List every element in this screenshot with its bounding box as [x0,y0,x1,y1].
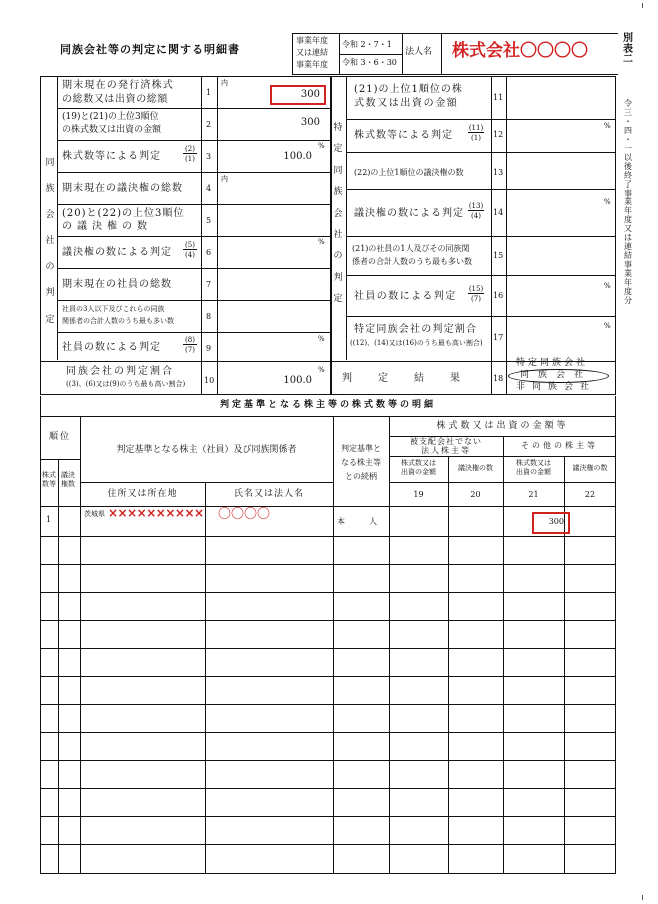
row2-label-b: の株式数又は出資の金額 [62,125,162,135]
row14-frac-top: (13) [468,202,484,210]
period-from[interactable]: 令和 2・7・1 [342,40,392,49]
row15-no: 15 [493,251,504,260]
col-rank: 順位 [49,432,72,442]
col-address: 住所又は所在地 [107,489,178,499]
col-20-no: 20 [470,490,481,499]
col-relation-a: 判定基準と [341,444,381,453]
row9-label: 社員の数による判定 [62,342,161,353]
side-note: 令 三 ・ 四 ・ 一 以 後 終 了 事 業 年 度 又 は 連 結 事 業 年 度 分 [624,99,632,305]
row2-value[interactable]: 300 [300,117,320,128]
row-c21-value[interactable]: 300 [548,517,564,526]
row17-label-a: 特定同族会社の判定割合 [354,324,478,335]
row9-no: 9 [206,344,212,353]
row17-no: 17 [493,333,504,342]
row1-prefix: 内 [221,79,228,87]
col-rank-votes-a: 議決 [61,471,75,479]
row3-label: 株式数等による判定 [62,151,161,162]
row3-frac-top: (2) [183,145,197,154]
col-group-a-1: 被支配会社でない [410,437,482,446]
row-address[interactable]: 茨城県 [84,510,105,518]
period-label-3: 事業年度 [296,60,328,69]
margin-tick-bottom [642,895,643,900]
row12-label: 株式数等による判定 [354,130,453,141]
row3-frac-bot: (1) [185,155,195,163]
row-rank-shares[interactable]: 1 [46,515,52,524]
row15-label-a: (21)の社員の1人及びその同族関 [352,244,470,253]
col-group-a-2: 法人株主等 [421,446,471,455]
row2-no: 2 [206,120,212,129]
corp-label: 法人名 [405,47,433,57]
col-21-no: 21 [528,490,539,499]
result-option-2[interactable]: 同族会社 [520,370,593,380]
detail-title: 判定基準となる株主等の株式数等の明細 [219,400,436,410]
row15-label-b: 係者の合計人数のうち最も多い数 [352,257,472,266]
col-name: 氏名又は法人名 [233,489,304,499]
row9-frac-bot: (7) [185,346,195,354]
col-holder: 判定基準となる株主（社員）及び同族関係者 [116,445,297,455]
row8-label-a: 社員の3人以下及びこれらの同族 [62,305,165,313]
col-rank-votes-b: 権数 [61,480,75,488]
row3-value[interactable]: 100.0 [283,151,312,162]
row11-no: 11 [493,93,504,102]
row12-no: 12 [493,130,504,139]
row7-label: 期末現在の社員の総数 [62,279,172,290]
col-relation-c: との続柄 [345,472,377,481]
period-to[interactable]: 令和 3・6・30 [342,58,397,67]
row16-frac-bot: (7) [471,295,481,303]
row10-label-a: 同族会社の判定割合 [66,366,174,377]
row10-value[interactable]: 100.0 [283,375,312,386]
period-label-1: 事業年度 [296,36,328,45]
row-name[interactable]: 〇〇〇〇 [218,507,271,522]
row6-no: 6 [206,248,212,257]
row13-label: (22)の上位1順位の議決権の数 [354,168,464,177]
col-20-sub: 議決権の数 [458,464,493,472]
row12-frac-bot: (1) [471,134,481,142]
row3-no: 3 [206,152,212,161]
col-22-no: 22 [584,490,596,499]
col-22-sub: 議決権の数 [572,464,608,472]
col-rank-shares-b: 数等 [42,480,56,488]
row16-frac-top: (15) [468,285,484,293]
row8-no: 8 [206,312,212,321]
row2-label-a: (19)と(21)の上位3順位 [62,112,159,122]
col-19-sub-a: 株式数又は [401,459,436,467]
row-address-mask: ×××××××××× [108,506,204,520]
row1-label-a: 期末現在の発行済株式 [62,80,174,91]
period-label-2: 又は連結 [296,48,328,57]
row12-unit: % [604,122,611,130]
col-group-b: その他の株主等 [521,441,598,450]
row3-unit: % [318,142,325,150]
row4-no: 4 [206,184,212,193]
result-option-1[interactable]: 特定同族会社 [516,358,589,368]
row-relation[interactable]: 本 人 [337,517,377,526]
row7-no: 7 [206,280,212,289]
row14-unit: % [604,198,611,206]
row9-unit: % [318,335,325,343]
result-option-3[interactable]: 非同族会社 [516,382,597,392]
row11-label-a: (21)の上位1順位の株 [354,84,463,95]
col-relation-b: なる株主等 [341,458,381,467]
row11-label-b: 式数又は出資の金額 [354,98,459,109]
col-21-sub-b: 出資の金額 [516,468,551,476]
row14-label: 議決権の数による判定 [354,208,464,219]
left-vertical-label: 同 族 会 社 の 判 定 [45,158,55,325]
row5-label-b: の議決権の数 [62,221,152,232]
side-label: 別 表 二 [623,33,633,65]
row1-value[interactable]: 300 [300,89,320,100]
result-no: 18 [493,374,504,383]
col-21-sub-a: 株式数又は [516,459,551,467]
row5-no: 5 [206,216,212,225]
row6-unit: % [318,238,325,246]
col-19-sub-b: 出資の金額 [401,468,436,476]
row16-unit: % [604,282,611,290]
row8-label-b: 関係者の合計人数のうち最も多い数 [62,317,174,325]
row17-unit: % [604,322,611,330]
col-group-top: 株式数又は出資の金額等 [436,421,569,431]
form-title: 同族会社等の判定に関する明細書 [60,43,240,56]
row14-no: 14 [493,208,504,217]
row1-no: 1 [206,88,212,97]
row10-unit: % [318,366,325,374]
row16-no: 16 [493,291,504,300]
corp-name[interactable]: 株式会社〇〇〇〇 [452,41,588,61]
row9-frac-top: (8) [183,336,197,345]
col-19-no: 19 [413,490,424,499]
row14-frac-bot: (4) [471,212,481,220]
row10-label-b: ((3)、(6)又は(9)のうち最も高い割合) [66,380,186,388]
row6-frac-top: (5) [183,241,197,250]
row13-no: 13 [493,168,504,177]
row6-label: 議決権の数による判定 [62,247,172,258]
col-rank-shares-a: 株式 [42,471,56,479]
row1-label-b: の総数又は出資の総額 [62,94,168,105]
result-label: 判 定 結 果 [342,373,462,384]
row4-prefix: 内 [221,175,228,183]
row16-label: 社員の数による判定 [354,291,457,302]
row5-label-a: (20)と(22)の上位3順位 [62,208,185,219]
row10-no: 10 [204,376,215,385]
right-vertical-label: 特 定 同 族 会 社 の 判 定 [333,123,343,305]
row6-frac-bot: (4) [185,251,195,259]
row12-frac-top: (11) [468,124,484,132]
row4-label: 期末現在の議決権の総数 [62,183,183,194]
row17-label-b: ((12)、(14)又は(16)のうち最も高い割合) [350,339,483,347]
margin-tick-top [642,3,643,8]
